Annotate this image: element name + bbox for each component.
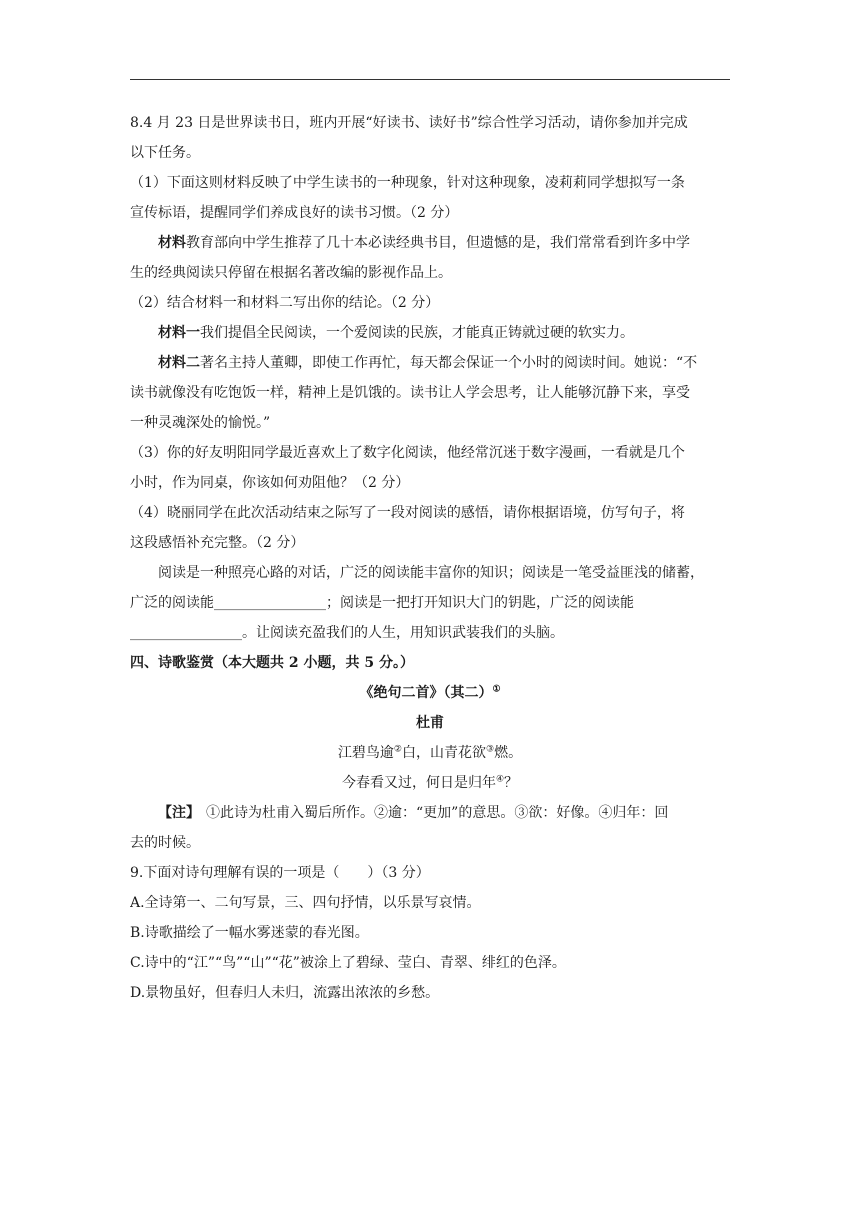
poem-verse1 — [130, 738, 730, 768]
poem-note-line1 — [130, 798, 730, 828]
reading-line1: 阅读是一种照亮心路的对话，广泛的阅读能丰富你的知识；阅读是一笔受益匪浅的储蓄， — [158, 565, 704, 581]
material2-line2: 读书就像没有吃饱饭一样，精神上是饥饿的。读书让人学会思考，让人能够沉静下来，享受 — [130, 385, 690, 401]
verse2-part-b: ？ — [504, 775, 519, 791]
reading-line3-rest: 。让阅读充盈我们的人生，用知识武装我们的头脑。 — [242, 625, 564, 641]
material2-line1 — [130, 348, 730, 378]
material-line2: 生的经典阅读只停留在根据名著改编的影视作品上。 — [130, 265, 452, 281]
poem-author: 杜甫 — [416, 715, 444, 731]
poem-title — [130, 678, 730, 708]
header-rule — [130, 79, 730, 80]
reading-blank2: ________________ — [130, 625, 242, 641]
verse1-part-a: 江碧鸟逾 — [337, 745, 394, 761]
verse1-note3: ③ — [486, 744, 495, 755]
document-body — [130, 108, 730, 1008]
material-text: 教育部向中学生推荐了几十本必读经典书目，但遗憾的是，我们常常看到许多中学 — [186, 235, 690, 251]
q9-stem: 9.下面对诗句理解有误的一项是（ ）（3 分） — [130, 865, 430, 881]
q9-option-a: A.全诗第一、二句写景，三、四句抒情，以乐景写哀情。 — [130, 895, 481, 911]
q8-part3-line1: （3）你的好友明阳同学最近喜欢上了数字化阅读，他经常沉迷于数字漫画，一看就是几个 — [130, 445, 685, 461]
material2-text: 著名主持人董卿，即使工作再忙，每天都会保证一个小时的阅读时间。她说：“不 — [200, 355, 698, 371]
q8-intro-line1: 8.4 月 23 日是世界读书日，班内开展“好读书、读好书”综合性学习活动，请你参加并完成 — [130, 115, 688, 131]
material1-line — [130, 318, 730, 348]
note-text: ①此诗为杜甫入蜀后所作。②逾：“更加”的意思。③欲：好像。④归年：回 — [206, 805, 669, 821]
q8-part2: （2）结合材料一和材料二写出你的结论。（2 分） — [130, 295, 440, 311]
q8-intro-line2: 以下任务。 — [130, 145, 200, 161]
verse1-part-c: 燃。 — [494, 745, 523, 761]
material2-line3: 一种灵魂深处的愉悦。” — [130, 415, 271, 431]
verse2-note4: ④ — [495, 774, 505, 785]
q8-part1-line1: （1）下面这则材料反映了中学生读书的一种现象，针对这种现象，凌莉莉同学想拟写一条 — [130, 175, 685, 191]
q9-option-d: D.景物虽好，但春归人未归，流露出浓浓的乡愁。 — [130, 985, 440, 1001]
q8-part3-line2: 小时，作为同桌，你该如何劝阻他？（2 分） — [130, 475, 410, 491]
note-label: 【注】 — [158, 805, 200, 821]
verse1-part-b: 白，山青花欲 — [402, 745, 486, 761]
verse2-part-a: 今春看又过，何日是归年 — [341, 775, 496, 791]
verse1-note2: ② — [393, 744, 402, 755]
q8-part4-line2: 这段感悟补充完整。（2 分） — [130, 535, 305, 551]
poem-verse2 — [130, 768, 730, 798]
material1-text: 我们提倡全民阅读，一个爱阅读的民族，才能真正铸就过硬的软实力。 — [200, 325, 634, 341]
poem-title-note: ① — [492, 684, 501, 695]
q8-part4-line1: （4）晓丽同学在此次活动结束之际写了一段对阅读的感悟，请你根据语境，仿写句子，将 — [130, 505, 685, 521]
q9-option-c: C.诗中的“江”“鸟”“山”“花”被涂上了碧绿、莹白、青翠、绯红的色泽。 — [130, 955, 566, 971]
reading-line2-rest: 阅读是一把打开知识大门的钥匙，广泛的阅读能 — [340, 595, 634, 611]
material-label: 材料 — [158, 235, 186, 251]
reading-blank1: 广泛的阅读能________________； — [130, 595, 340, 611]
poem-title-text: 《绝句二首》（其二） — [359, 685, 493, 701]
q8-part1-line2: 宣传标语，提醒同学们养成良好的读书习惯。（2 分） — [130, 205, 459, 221]
material2-label: 材料二 — [158, 355, 200, 371]
material-line1 — [130, 228, 730, 258]
section4-heading: 四、诗歌鉴赏（本大题共 2 小题，共 5 分。） — [130, 655, 414, 671]
reading-line3 — [130, 618, 730, 648]
q9-option-b: B.诗歌描绘了一幅水雾迷蒙的春光图。 — [130, 925, 369, 941]
material1-label: 材料一 — [158, 325, 200, 341]
reading-line2 — [130, 588, 730, 618]
poem-note-line2: 去的时候。 — [130, 835, 200, 851]
